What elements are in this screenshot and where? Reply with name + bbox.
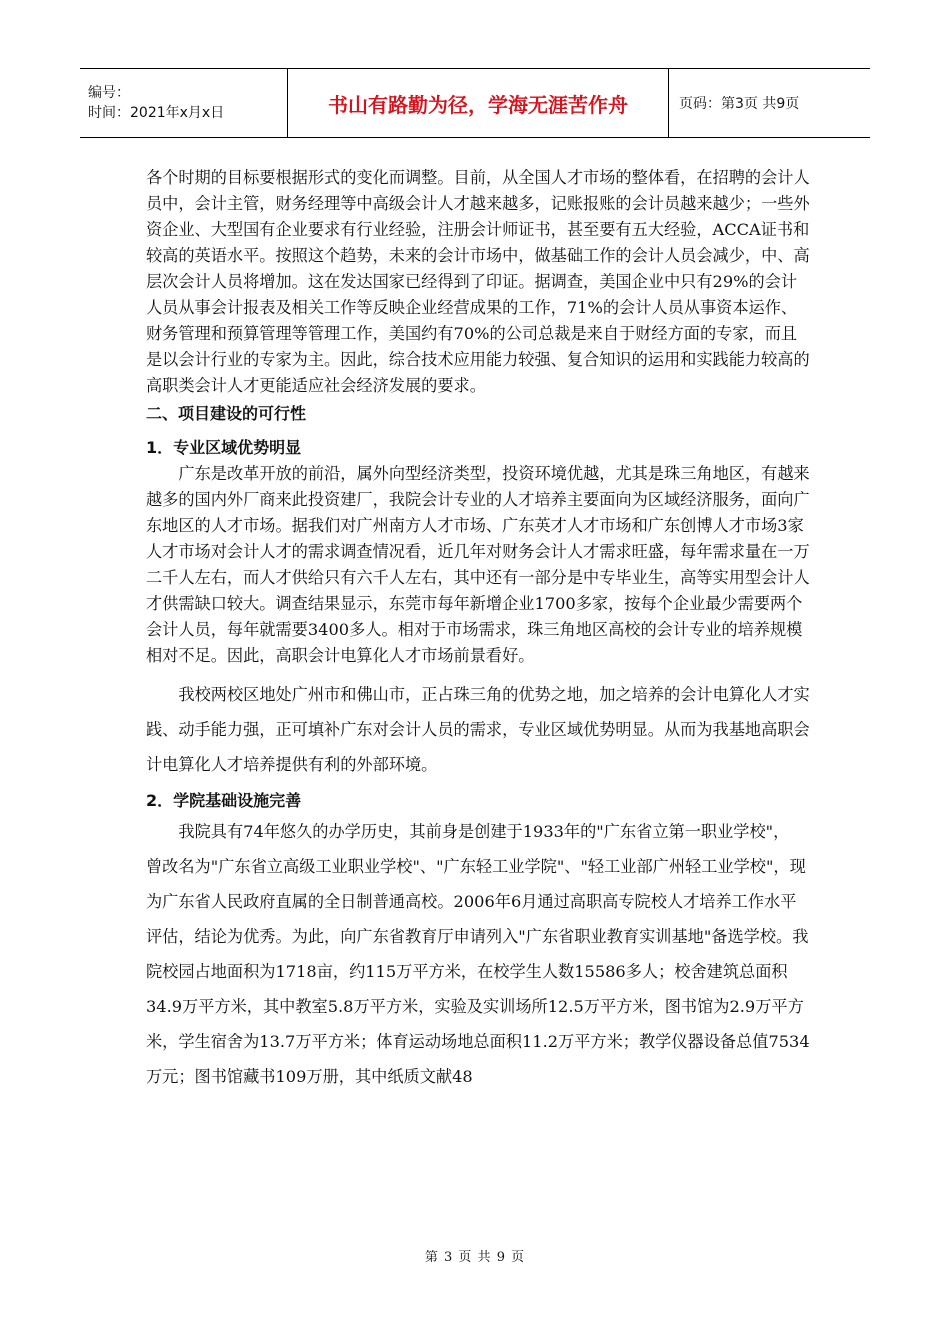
section-heading-feasibility: 二、项目建设的可行性: [146, 404, 307, 423]
page-header: [80, 68, 870, 138]
paragraph-campus-location: 我校两校区地处广州市和佛山市，正占珠三角的优势之地，加之培养的会计电算化人才实践、动手能力强，正可填补广东对会计人员的需求，专业区域优势明显。从而为我基地高职会计电算化人才培养提供有利的外部环境。: [146, 685, 810, 774]
paragraph-accounting-market: 各个时期的目标要根据形式的变化而调整。目前，从全国人才市场的整体看，在招聘的会计人员中，会计主管，财务经理等中高级会计人才越来越多，记账报账的会计员越来越少；一些外资企业、大型国有企业要求有行业经验，注册会计师证书，甚至要有五大经验，ACCA证书和较高的英语水平。按照这个趋势，未来的会计市场中，做基础工作的会计人员会减少，中、高层次会计人员将增加。这在发达国家已经得到了印证。据调查，美国企业中只有29%的会计人员从事会计报表及相关工作等反映企业经营成果的工作，71%的会计人员从事资本运作、财务管理和预算管理等管理工作，美国约有70%的公司总裁是来自于财经方面的专家，而且是以会计行业的专家为主。因此，综合技术应用能力较强、复合知识的运用和实践能力较高的高职类会计人才更能适应社会经济发展的要求。: [146, 168, 810, 395]
paragraph-college-history: 我院具有74年悠久的办学历史，其前身是创建于1933年的"广东省立第一职业学校"， 曾改名为"广东省立高级工业职业学校"、"广东轻工业学院"、"轻工业部广州轻工业学校"，现为广东省人民政府直属的全日制普通高校。2006年6月通过高职高专院校人才培养工作水平评估，结论为优秀。为此，向广东省教育厅申请列入"广东省职业教育实训基地"备选学校。我院校园占地面积为1718亩，约115万平方米，在校学生人数15586多人；校舍建筑总面积34.9万平方米，其中教室5.8万平方米，实验及实训场所12.5万平方米，图书馆为2.9万平方米，学生宿舍为13.7万平方米；体育运动场地总面积11.2万平方米；教学仪器设备总值7534万元；图书馆藏书109万册，其中纸质文献48: [146, 822, 810, 1086]
paragraph-regional-demand: 广东是改革开放的前沿，属外向型经济类型，投资环境优越，尤其是珠三角地区，有越来越多的国内外厂商来此投资建厂，我院会计专业的人才培养主要面向为区域经济服务，面向广东地区的人才市场。据我们对广州南方人才市场、广东英才人才市场和广东创博人才市场3家人才市场对会计人才的需求调查情况看，近几年对财务会计人才需求旺盛，每年需求量在一万二千人左右，而人才供给只有六千人左右，其中还有一部分是中专毕业生，高等实用型会计人才供需缺口较大。调查结果显示，东莞市每年新增企业1700多家，按每个企业最少需要两个会计人员，每年就需要3400多人。相对于市场需求，珠三角地区高校的会计专业的培养规模相对不足。因此，高职会计电算化人才市场前景看好。: [146, 464, 810, 665]
regional-section: [146, 461, 810, 669]
header-page-info: 页码：第3页 共9页: [669, 69, 871, 138]
page-footer: 第 3 页 共 9 页: [424, 1250, 526, 1265]
intro-section: [146, 165, 810, 399]
document-date-label: 时间：2021年x月x日: [88, 105, 225, 121]
campus-location-section: [146, 677, 810, 782]
document-body: [146, 165, 810, 1094]
header-motto: 书山有路勤为径，学海无涯苦作舟: [288, 69, 669, 138]
infrastructure-section: [146, 814, 810, 1094]
subsection-heading-regional-advantage: 1．专业区域优势明显: [146, 438, 302, 457]
document-number-label: 编号：: [88, 85, 130, 101]
header-meta: [80, 69, 288, 138]
subsection-heading-infrastructure: 2．学院基础设施完善: [146, 791, 302, 810]
